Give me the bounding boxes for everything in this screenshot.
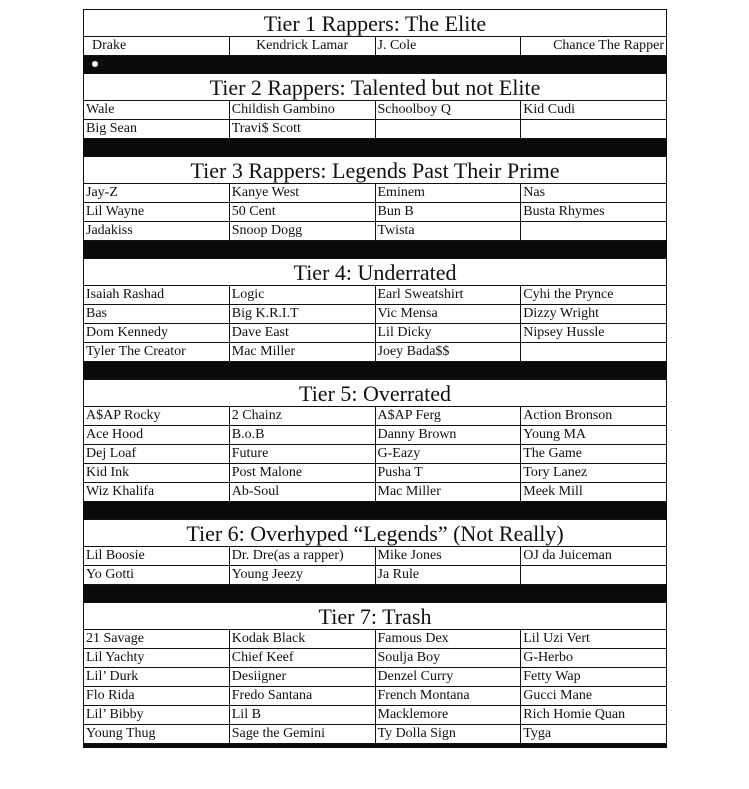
rapper-cell: Tyler The Creator bbox=[84, 343, 230, 362]
rapper-cell: Childish Gambino bbox=[229, 101, 375, 120]
tier-title: Tier 1 Rappers: The Elite bbox=[83, 9, 667, 36]
rapper-cell bbox=[521, 222, 667, 241]
rapper-cell: Wale bbox=[84, 101, 230, 120]
rapper-cell: Earl Sweatshirt bbox=[375, 286, 521, 305]
tier-table bbox=[83, 100, 667, 139]
rapper-cell: Denzel Curry bbox=[375, 668, 521, 687]
rapper-cell: A$AP Rocky bbox=[84, 407, 230, 426]
rapper-cell: Dom Kennedy bbox=[84, 324, 230, 343]
rapper-cell: Nas bbox=[521, 184, 667, 203]
rapper-cell: Vic Mensa bbox=[375, 305, 521, 324]
rapper-cell: 2 Chainz bbox=[229, 407, 375, 426]
rapper-cell: Sage the Gemini bbox=[229, 725, 375, 744]
rapper-cell: Young Thug bbox=[84, 725, 230, 744]
rapper-cell: A$AP Ferg bbox=[375, 407, 521, 426]
table-row bbox=[84, 483, 667, 502]
rapper-cell: Macklemore bbox=[375, 706, 521, 725]
tier-section bbox=[83, 73, 667, 156]
rapper-cell: Ab-Soul bbox=[229, 483, 375, 502]
table-row bbox=[84, 37, 667, 56]
rapper-cell: Schoolboy Q bbox=[375, 101, 521, 120]
section-divider-bar bbox=[83, 56, 667, 73]
rapper-cell: Jay-Z bbox=[84, 184, 230, 203]
table-row bbox=[84, 305, 667, 324]
tier-title: Tier 4: Underrated bbox=[83, 258, 667, 285]
rapper-cell: Soulja Boy bbox=[375, 649, 521, 668]
table-row bbox=[84, 222, 667, 241]
rapper-cell: Lil Dicky bbox=[375, 324, 521, 343]
table-row bbox=[84, 101, 667, 120]
rapper-cell: Post Malone bbox=[229, 464, 375, 483]
rapper-cell: Eminem bbox=[375, 184, 521, 203]
section-divider-bar bbox=[83, 502, 667, 519]
rapper-cell: Ty Dolla Sign bbox=[375, 725, 521, 744]
rapper-cell: Ace Hood bbox=[84, 426, 230, 445]
rapper-cell bbox=[521, 120, 667, 139]
table-row bbox=[84, 445, 667, 464]
rapper-cell: G-Eazy bbox=[375, 445, 521, 464]
rapper-cell: Dave East bbox=[229, 324, 375, 343]
rapper-cell: Gucci Mane bbox=[521, 687, 667, 706]
rapper-cell: 21 Savage bbox=[84, 630, 230, 649]
rapper-cell: Mac Miller bbox=[375, 483, 521, 502]
section-divider-bar bbox=[83, 362, 667, 379]
rapper-cell: Mac Miller bbox=[229, 343, 375, 362]
rapper-cell: Drake bbox=[84, 37, 230, 56]
rapper-cell: Bun B bbox=[375, 203, 521, 222]
rapper-cell: Busta Rhymes bbox=[521, 203, 667, 222]
rapper-cell: Snoop Dogg bbox=[229, 222, 375, 241]
rapper-cell: Isaiah Rashad bbox=[84, 286, 230, 305]
rapper-cell: Fetty Wap bbox=[521, 668, 667, 687]
table-row bbox=[84, 687, 667, 706]
rapper-cell: Meek Mill bbox=[521, 483, 667, 502]
rapper-cell: Twista bbox=[375, 222, 521, 241]
tier-title: Tier 6: Overhyped “Legends” (Not Really) bbox=[83, 519, 667, 546]
rapper-cell: Future bbox=[229, 445, 375, 464]
rapper-cell bbox=[521, 566, 667, 585]
tier-section bbox=[83, 519, 667, 602]
rapper-cell: Tory Lanez bbox=[521, 464, 667, 483]
tier-table bbox=[83, 546, 667, 585]
rapper-cell: Travi$ Scott bbox=[229, 120, 375, 139]
rapper-cell: Nipsey Hussle bbox=[521, 324, 667, 343]
rapper-cell: Action Bronson bbox=[521, 407, 667, 426]
rapper-cell: Ja Rule bbox=[375, 566, 521, 585]
table-row bbox=[84, 649, 667, 668]
rapper-cell: Tyga bbox=[521, 725, 667, 744]
rapper-cell: Lil B bbox=[229, 706, 375, 725]
rapper-cell: Kanye West bbox=[229, 184, 375, 203]
tier-section bbox=[83, 379, 667, 519]
rapper-cell: J. Cole bbox=[375, 37, 521, 56]
rapper-cell: French Montana bbox=[375, 687, 521, 706]
rapper-cell: Desiigner bbox=[229, 668, 375, 687]
rapper-cell: 50 Cent bbox=[229, 203, 375, 222]
rapper-cell: Dej Loaf bbox=[84, 445, 230, 464]
rapper-cell: Lil Boosie bbox=[84, 547, 230, 566]
table-row bbox=[84, 566, 667, 585]
rapper-cell: Fredo Santana bbox=[229, 687, 375, 706]
rapper-cell: Danny Brown bbox=[375, 426, 521, 445]
rapper-cell: Young MA bbox=[521, 426, 667, 445]
rapper-cell: G-Herbo bbox=[521, 649, 667, 668]
rapper-cell: Wiz Khalifa bbox=[84, 483, 230, 502]
rapper-cell: Logic bbox=[229, 286, 375, 305]
rapper-cell: Big Sean bbox=[84, 120, 230, 139]
rapper-cell: Lil Uzi Vert bbox=[521, 630, 667, 649]
rapper-cell: Dizzy Wright bbox=[521, 305, 667, 324]
rapper-cell: Mike Jones bbox=[375, 547, 521, 566]
section-divider-bar bbox=[83, 139, 667, 156]
section-divider-bar bbox=[83, 585, 667, 602]
tier-section bbox=[83, 9, 667, 73]
rapper-cell bbox=[521, 343, 667, 362]
rapper-cell: Kid Ink bbox=[84, 464, 230, 483]
tier-table bbox=[83, 629, 667, 744]
table-row bbox=[84, 547, 667, 566]
rapper-cell: Kid Cudi bbox=[521, 101, 667, 120]
rapper-cell: Kodak Black bbox=[229, 630, 375, 649]
table-row bbox=[84, 407, 667, 426]
tier-table bbox=[83, 285, 667, 362]
rapper-cell: Pusha T bbox=[375, 464, 521, 483]
rapper-cell: Lil’ Bibby bbox=[84, 706, 230, 725]
rapper-cell: The Game bbox=[521, 445, 667, 464]
rapper-cell: Young Jeezy bbox=[229, 566, 375, 585]
rapper-cell: Dr. Dre(as a rapper) bbox=[229, 547, 375, 566]
rapper-cell: Big K.R.I.T bbox=[229, 305, 375, 324]
table-row bbox=[84, 203, 667, 222]
tier-section bbox=[83, 156, 667, 258]
rapper-cell: Lil Wayne bbox=[84, 203, 230, 222]
tier-table bbox=[83, 183, 667, 241]
rapper-cell: Cyhi the Prynce bbox=[521, 286, 667, 305]
rapper-cell: OJ da Juiceman bbox=[521, 547, 667, 566]
rapper-cell: Joey Bada$$ bbox=[375, 343, 521, 362]
rapper-cell: Chance The Rapper bbox=[521, 37, 667, 56]
rapper-cell: Bas bbox=[84, 305, 230, 324]
tier-section bbox=[83, 258, 667, 379]
tier-table bbox=[83, 36, 667, 56]
tier-title: Tier 2 Rappers: Talented but not Elite bbox=[83, 73, 667, 100]
table-row bbox=[84, 286, 667, 305]
tier-title: Tier 5: Overrated bbox=[83, 379, 667, 406]
table-row bbox=[84, 343, 667, 362]
rapper-cell: Famous Dex bbox=[375, 630, 521, 649]
table-row bbox=[84, 324, 667, 343]
tier-title: Tier 7: Trash bbox=[83, 602, 667, 629]
bullet-dot-icon bbox=[92, 61, 98, 67]
rapper-cell: Kendrick Lamar bbox=[229, 37, 375, 56]
bottom-border-bar bbox=[83, 744, 667, 748]
rapper-cell: Yo Gotti bbox=[84, 566, 230, 585]
rapper-cell bbox=[375, 120, 521, 139]
tier-title: Tier 3 Rappers: Legends Past Their Prime bbox=[83, 156, 667, 183]
tier-list-sheet bbox=[83, 9, 667, 748]
tier-section bbox=[83, 602, 667, 748]
table-row bbox=[84, 706, 667, 725]
rapper-cell: Rich Homie Quan bbox=[521, 706, 667, 725]
tier-table bbox=[83, 406, 667, 502]
table-row bbox=[84, 725, 667, 744]
table-row bbox=[84, 668, 667, 687]
rapper-cell: Lil Yachty bbox=[84, 649, 230, 668]
rapper-cell: Lil’ Durk bbox=[84, 668, 230, 687]
section-divider-bar bbox=[83, 241, 667, 258]
table-row bbox=[84, 184, 667, 203]
table-row bbox=[84, 120, 667, 139]
table-row bbox=[84, 426, 667, 445]
table-row bbox=[84, 630, 667, 649]
rapper-cell: Jadakiss bbox=[84, 222, 230, 241]
rapper-cell: Flo Rida bbox=[84, 687, 230, 706]
rapper-cell: B.o.B bbox=[229, 426, 375, 445]
rapper-cell: Chief Keef bbox=[229, 649, 375, 668]
table-row bbox=[84, 464, 667, 483]
